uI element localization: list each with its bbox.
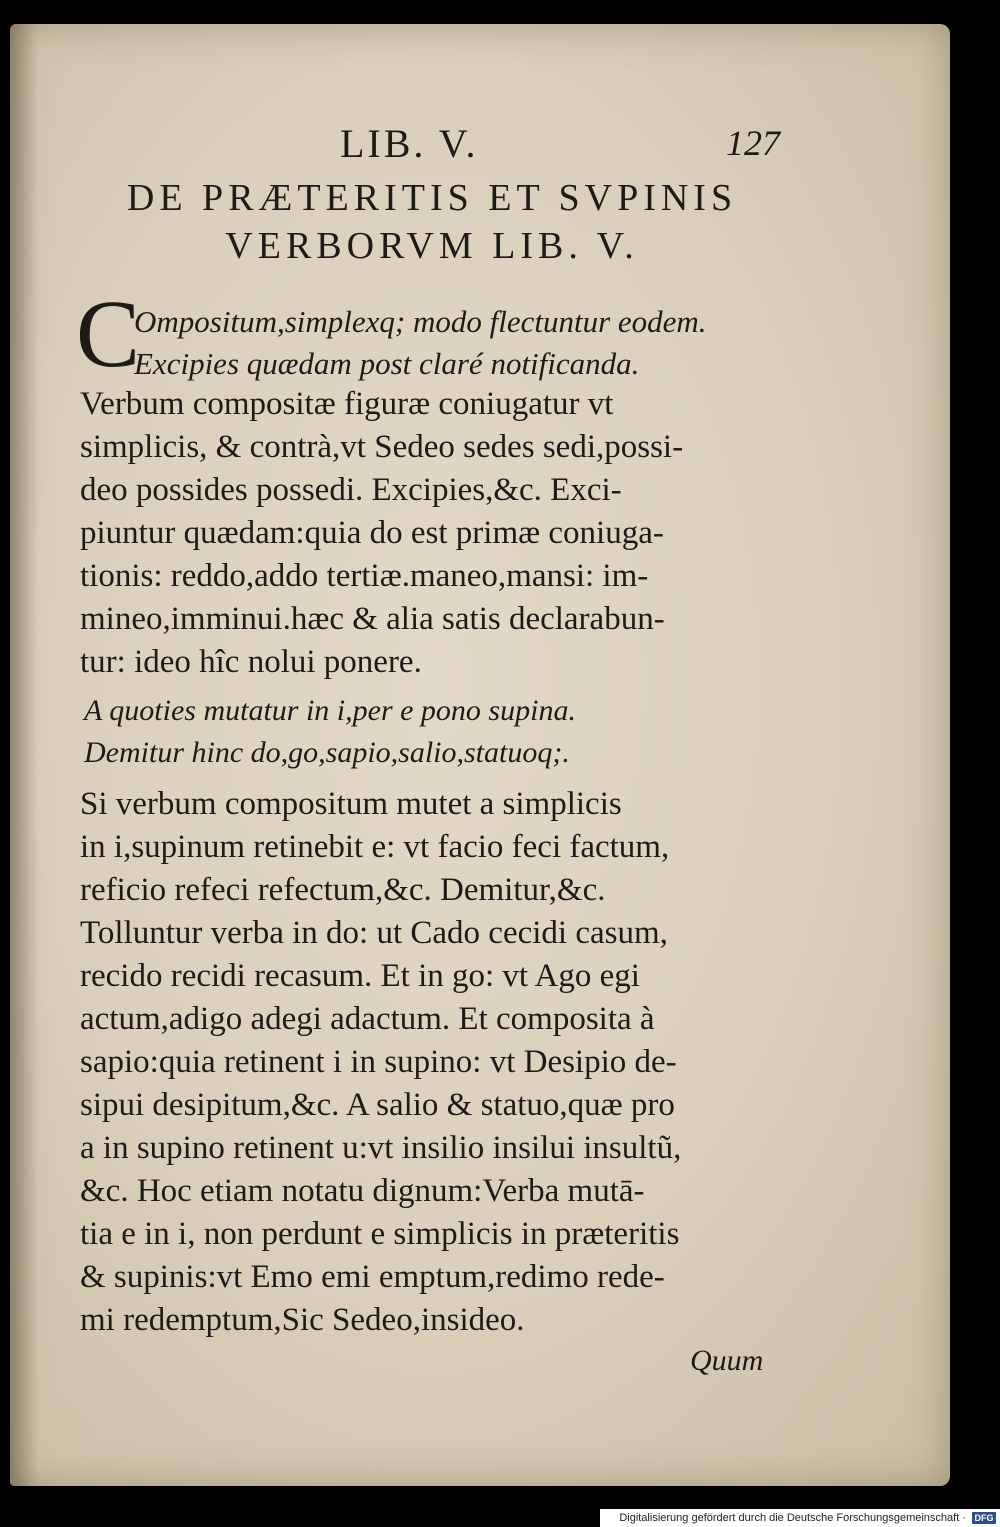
text-line: reficio refeci refectum,&c. Demitur,&c. [80, 872, 606, 908]
text-line: sipui desipitum,&c. A salio & statuo,quæ pro [80, 1087, 675, 1123]
text-line: actum,adigo adegi adactum. Et composita à [80, 1001, 655, 1037]
verse-line: A quoties mutatur in i,per e pono supina. [84, 694, 576, 727]
text-line: sapio:quia retinent i in supino: vt Desipio de- [80, 1044, 677, 1080]
catchword: Quum [690, 1344, 764, 1377]
text-line: & supinis:vt Emo emi emptum,redimo rede- [80, 1259, 665, 1295]
running-title: LIB. V. [340, 121, 479, 166]
text-line: tia e in i, non perdunt e simplicis in præteritis [80, 1216, 680, 1252]
text-line: Tolluntur verba in do: ut Cado cecidi casum, [80, 915, 668, 951]
text-line: Si verbum compositum mutet a simplicis [80, 786, 622, 822]
book-page [10, 24, 950, 1486]
drop-cap: C [76, 280, 141, 387]
text-line: tur: ideo hîc nolui ponere. [80, 644, 422, 680]
text-line: tionis: reddo,addo tertiæ.maneo,mansi: im- [80, 558, 649, 594]
verse-line: Ompositum,simplexq; modo flectuntur eodem. [134, 304, 707, 339]
page-number: 127 [726, 123, 780, 163]
text-line: Verbum compositæ figuræ coniugatur vt [80, 386, 614, 422]
text-line: simplicis, & contrà,vt Sedeo sedes sedi,possi- [80, 429, 684, 465]
text-line: &c. Hoc etiam notatu dignum:Verba mutā- [80, 1173, 645, 1209]
dfg-logo-icon: DFG [972, 1512, 996, 1524]
section-title-line-1: DE PRÆTERITIS ET SVPINIS [126, 177, 738, 219]
text-line: deo possides possedi. Excipies,&c. Exci- [80, 472, 622, 508]
digitization-footer [600, 1509, 1000, 1527]
text-line: in i,supinum retinebit e: vt facio feci factum, [80, 829, 670, 865]
verse-line: Demitur hinc do,go,sapio,salio,statuoq;. [84, 736, 570, 769]
text-line: recido recidi recasum. Et in go: vt Ago egi [80, 958, 640, 994]
text-line: mineo,imminui.hæc & alia satis declarabun- [80, 601, 665, 637]
text-line: mi redemptum,Sic Sedeo,insideo. [80, 1302, 525, 1338]
funding-notice: Digitalisierung gefördert durch die Deutsche Forschungsgemeinschaft · [619, 1512, 966, 1524]
section-title-line-2: VERBORVM LIB. V. [225, 225, 639, 267]
text-line: a in supino retinent u:vt insilio insilui insultũ, [80, 1130, 682, 1166]
running-head [340, 120, 790, 170]
text-line: piuntur quædam:quia do est primæ coniuga- [80, 515, 664, 551]
verse-line: Excipies quædam post claré notificanda. [134, 346, 640, 381]
